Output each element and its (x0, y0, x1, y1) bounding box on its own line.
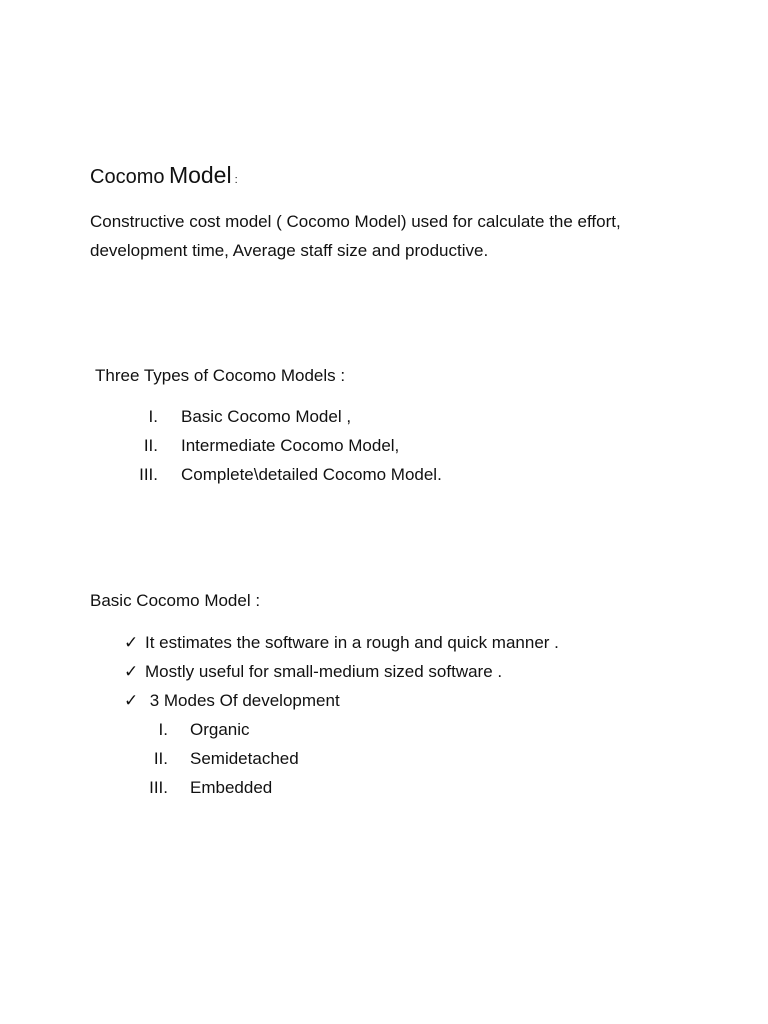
types-heading: Three Types of Cocomo Models : (95, 366, 346, 385)
list-text: Complete\detailed Cocomo Model. (181, 465, 442, 484)
title-colon: : (234, 174, 238, 186)
checkmark-icon: ✓ (124, 662, 139, 681)
checkmark-icon: ✓ (124, 691, 139, 710)
mode-number: III. (149, 778, 168, 797)
mode-number: II. (153, 749, 168, 768)
title-part-cocomo: Cocomo (90, 166, 165, 188)
document-title (90, 160, 238, 195)
check-text: 3 Modes Of development (145, 691, 340, 710)
title-part-model: Model (168, 162, 232, 188)
list-number: III. (139, 465, 158, 484)
mode-text: Organic (190, 720, 250, 739)
intro-line-2: development time, Average staff size and productive. (90, 241, 489, 260)
basic-heading: Basic Cocomo Model : (90, 591, 261, 610)
checkmark-icon: ✓ (124, 633, 139, 652)
list-text: Intermediate Cocomo Model, (181, 436, 400, 455)
mode-number: I. (158, 720, 168, 739)
mode-text: Embedded (190, 778, 273, 797)
intro-line-1: Constructive cost model ( Cocomo Model) used for calculate the effort, (90, 212, 621, 231)
check-text: Mostly useful for small-medium sized software . (145, 662, 503, 681)
intro-paragraph (90, 207, 730, 265)
list-number: II. (143, 436, 158, 455)
list-text: Basic Cocomo Model , (181, 407, 352, 426)
list-number: I. (148, 407, 158, 426)
mode-text: Semidetached (190, 749, 299, 768)
check-text: It estimates the software in a rough and quick manner . (145, 633, 559, 652)
